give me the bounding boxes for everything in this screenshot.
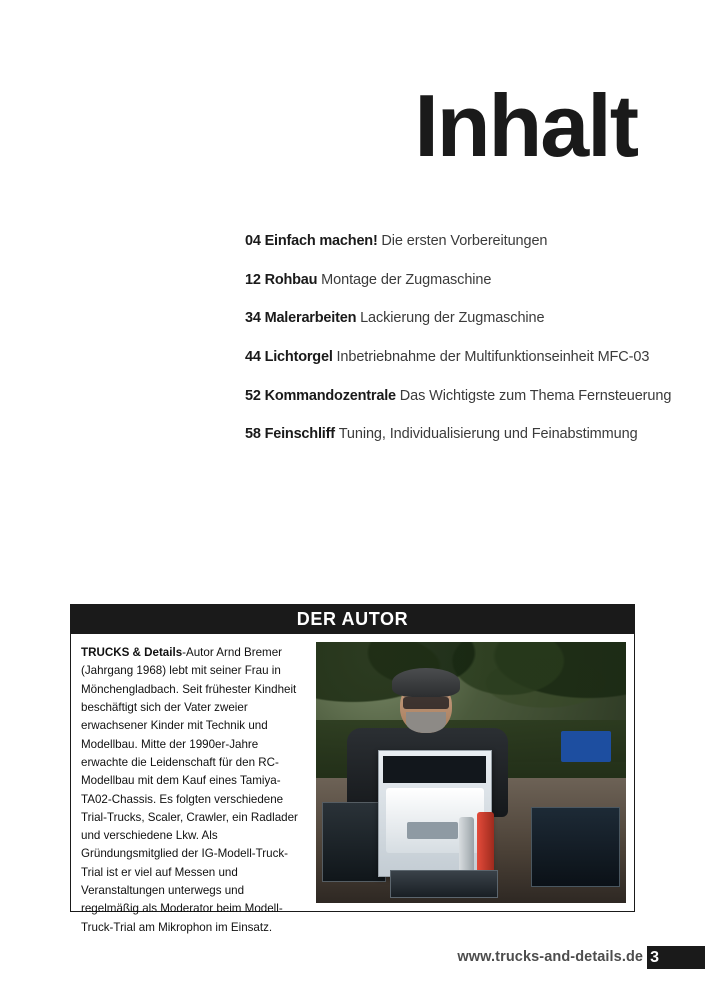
author-box bbox=[70, 604, 635, 934]
photo-kit-box-grille bbox=[407, 822, 458, 839]
photo-box-right bbox=[531, 807, 620, 887]
author-magazine-name: TRUCKS & Details bbox=[81, 646, 183, 659]
toc-entry[interactable] bbox=[245, 232, 650, 250]
toc-entry-subtitle: Lackierung der Zugmaschine bbox=[360, 310, 545, 327]
toc-page-number: 44 bbox=[245, 348, 265, 365]
toc-entry[interactable] bbox=[245, 309, 650, 327]
footer-website-url[interactable]: www.trucks-and-details.de bbox=[457, 949, 644, 965]
toc-page-number: 12 bbox=[245, 271, 265, 288]
author-box-body bbox=[70, 634, 635, 934]
toc-entry-title: Kommandozentrale bbox=[264, 387, 400, 404]
photo-person-glasses bbox=[403, 697, 450, 709]
footer-page-number: 3 bbox=[647, 946, 661, 969]
author-photo-frame bbox=[316, 634, 634, 911]
toc-entry-title: Lichtorgel bbox=[264, 348, 337, 365]
toc-page-number: 34 bbox=[245, 310, 265, 327]
author-box-heading: DER AUTOR bbox=[70, 604, 635, 634]
toc-entry-title: Rohbau bbox=[264, 271, 322, 288]
page-title: Inhalt bbox=[414, 76, 637, 175]
toc-entry-subtitle: Die ersten Vorbereitungen bbox=[381, 233, 548, 249]
toc-entry-title: Einfach machen! bbox=[264, 233, 382, 249]
footer-black-bar bbox=[661, 946, 705, 969]
photo-tamiya-logo bbox=[561, 731, 611, 762]
toc-entry[interactable] bbox=[245, 387, 672, 405]
photo-model-kit-box bbox=[378, 750, 492, 877]
toc-entry-title: Malerarbeiten bbox=[264, 310, 361, 327]
table-of-contents bbox=[245, 232, 672, 464]
toc-page-number: 52 bbox=[245, 387, 265, 404]
photo-kit-box-header bbox=[383, 756, 486, 784]
page-footer bbox=[457, 944, 705, 970]
author-photo bbox=[316, 642, 626, 903]
photo-parts-tray bbox=[390, 870, 497, 898]
toc-page-number: 04 bbox=[245, 233, 265, 249]
toc-entry-subtitle: Das Wichtigste zum Thema Fernsteuerung bbox=[399, 387, 672, 404]
photo-box-left bbox=[322, 802, 386, 882]
toc-entry[interactable] bbox=[245, 271, 650, 289]
author-biography bbox=[71, 634, 316, 934]
toc-page-number: 58 bbox=[245, 426, 265, 443]
toc-entry[interactable] bbox=[245, 348, 650, 366]
toc-entry-title: Feinschliff bbox=[264, 426, 339, 443]
toc-entry-subtitle: Montage der Zugmaschine bbox=[321, 271, 492, 288]
author-biography-text: -Autor Arnd Bremer (Jahrgang 1968) lebt mit seiner Frau in Mönchengladbach. Seit frühester Kindheit beschäftigt sich der Vater zweier erwachsener Kinder mit Technik und Modellbau. Mitte der 1990er-Jahre erwachte die Leidenschaft für den RC-Modellbau mit dem Kauf eines Tamiya-TA02-Chassis. Es folgten verschiedene Trial-Trucks, Scaler, Crawler, ein Radlader und verschiedene Lkw. Als Gründungsmitglied der IG-Modell-Truck-Trial ist er viel auf Messen und Veranstaltungen unterwegs und regelmäßig als Moderator beim Modell-Truck-Trial am Mikrophon im Einsatz. bbox=[81, 646, 298, 934]
toc-entry[interactable] bbox=[245, 425, 650, 443]
photo-person-cap bbox=[392, 668, 460, 697]
toc-entry-subtitle: Inbetriebnahme der Multifunktionseinheit MFC-03 bbox=[336, 348, 650, 365]
toc-entry-subtitle: Tuning, Individualisierung und Feinabstimmung bbox=[338, 426, 638, 443]
